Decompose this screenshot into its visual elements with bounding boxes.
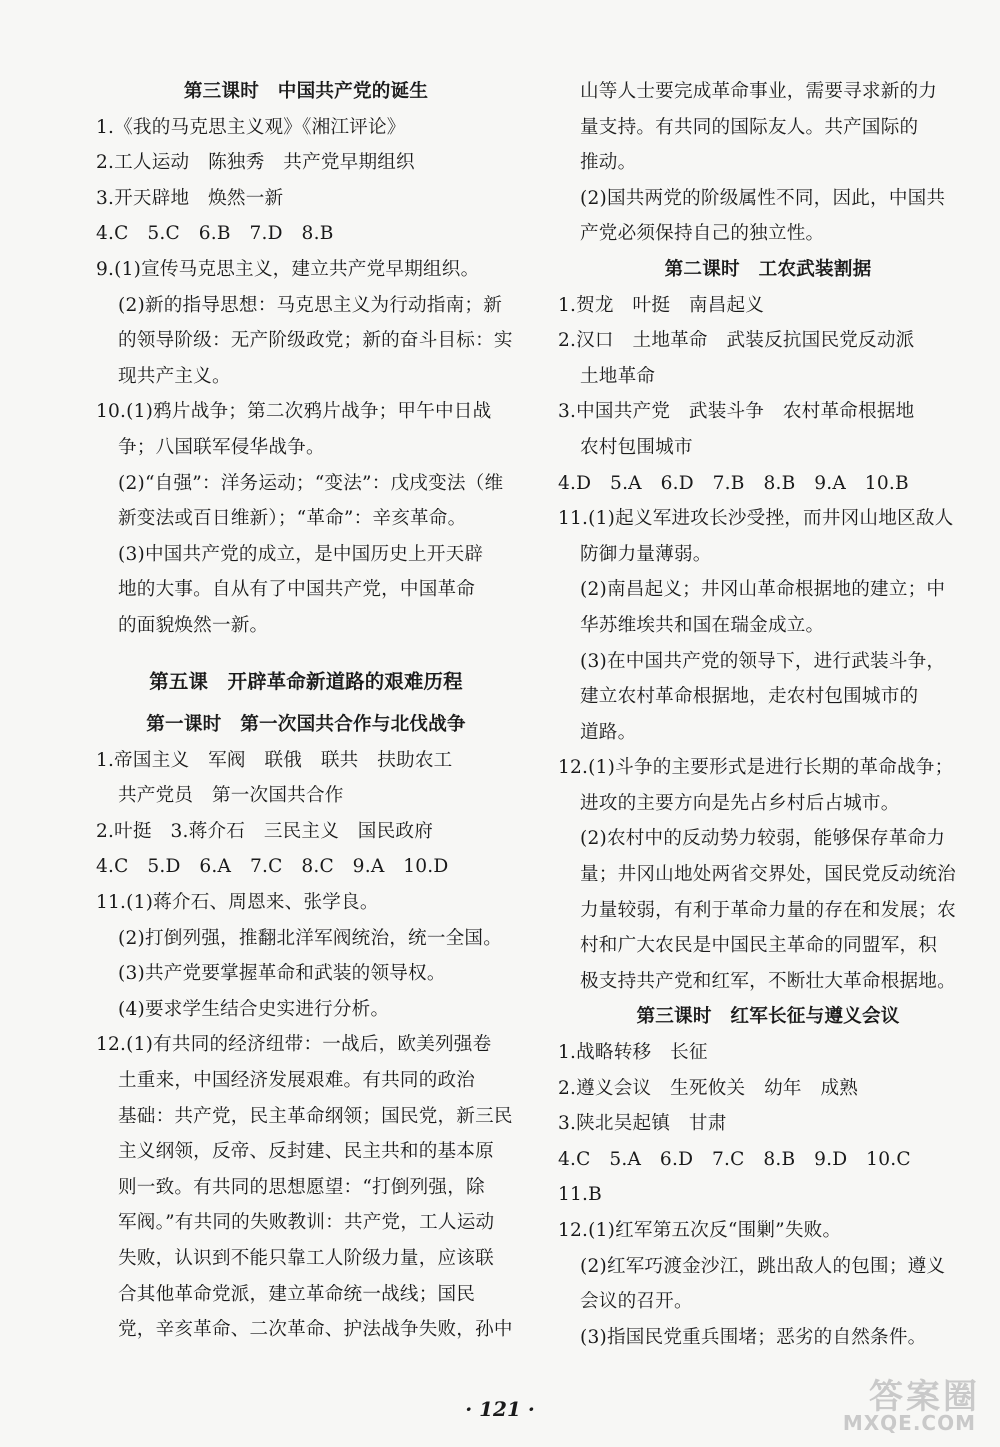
- answer-line: 2.工人运动 陈独秀 共产党早期组织: [96, 152, 415, 174]
- answer-line: 12.(1)红军第五次反“围剿”失败。: [558, 1220, 842, 1241]
- answer-line: 2.汉口 土地革命 武装反抗国民党反动派: [558, 330, 915, 352]
- answer-line: 4.C 5.D 6.A 7.C 8.C 9.A 10.D: [96, 856, 449, 878]
- right-column: [558, 74, 978, 1355]
- answer-line: 10.(1)鸦片战争；第二次鸦片战争；甲午中日战: [96, 401, 492, 423]
- answer-line: 2.遵义会议 生死攸关 幼年 成熟: [558, 1077, 859, 1099]
- answer-line: 争；八国联军侵华战争。: [118, 436, 325, 458]
- answer-line: 力量较弱，有利于革命力量的存在和发展；农: [580, 899, 956, 921]
- answer-line: (2)国共两党的阶级属性不同，因此，中国共: [580, 187, 946, 209]
- page-number: · 121 ·: [465, 1397, 535, 1421]
- answer-line: 9.(1)宣传马克思主义，建立共产党早期组织。: [96, 258, 480, 280]
- answer-line: 1.贺龙 叶挺 南昌起义: [558, 294, 765, 316]
- answer-line: (2)打倒列强，推翻北洋军阀统治，统一全国。: [118, 927, 503, 949]
- answer-line: (3)指国民党重兵围堵；恶劣的自然条件。: [580, 1326, 927, 1348]
- answer-line: 道路。: [580, 721, 637, 743]
- answer-line: 新变法或百日维新）；“革命”：辛亥革命。: [118, 508, 467, 530]
- answer-line: 建立农村革命根据地，走农村包围城市的: [580, 686, 919, 708]
- answer-line: 4.C 5.A 6.D 7.C 8.B 9.D 10.C: [558, 1148, 911, 1170]
- section-heading: 第三课时 红军长征与遵义会议: [636, 1006, 900, 1028]
- answer-line: 会议的召开。: [580, 1291, 693, 1313]
- answer-line: 山等人士要完成革命事业，需要寻求新的力: [580, 81, 938, 102]
- answer-line: 1.战略转移 长征: [558, 1042, 708, 1064]
- answer-line: 合其他革命党派，建立革命统一战线；国民: [118, 1283, 476, 1305]
- answer-line: (3)中国共产党的成立，是中国历史上开天辟: [118, 543, 484, 565]
- section-heading: 第三课时 中国共产党的诞生: [183, 81, 429, 102]
- answer-line: (2)新的指导思想：马克思主义为行动指南；新: [118, 294, 503, 316]
- answer-line: 党，辛亥革命、二次革命、护法战争失败，孙中: [118, 1319, 513, 1341]
- answer-line: (3)共产党要掌握革命和武装的领导权。: [118, 963, 446, 985]
- answer-line: 防御力量薄弱。: [580, 543, 712, 565]
- answer-line: 11.B: [558, 1184, 603, 1206]
- answer-line: 的面貌焕然一新。: [118, 614, 269, 636]
- answer-line: 土地革命: [580, 365, 656, 387]
- answer-line: 4.C 5.C 6.B 7.D 8.B: [96, 223, 334, 245]
- answer-line: 现共产主义。: [118, 365, 231, 387]
- answer-line: 推动。: [580, 152, 637, 174]
- answer-line: 农村包围城市: [580, 436, 693, 458]
- watermark-text: 答案圈: [869, 1377, 980, 1417]
- answer-line: 基础：共产党，民主革命纲领；国民党，新三民: [118, 1105, 513, 1127]
- answer-line: 产党必须保持自己的独立性。: [580, 223, 825, 245]
- answer-line: 4.D 5.A 6.D 7.B 8.B 9.A 10.B: [558, 472, 909, 494]
- lesson-heading: 第五课 开辟革命新道路的艰难历程: [149, 669, 463, 693]
- answer-line: (2)“自强”：洋务运动；“变法”：戊戌变法（维: [118, 472, 504, 494]
- answer-line: 11.(1)蒋介石、周恩来、张学良。: [96, 892, 379, 914]
- left-column: [96, 74, 516, 1348]
- answer-line: 极支持共产党和红军，不断壮大革命根据地。: [580, 970, 956, 992]
- answer-line: (2)农村中的反动势力较弱，能够保存革命力: [580, 828, 946, 850]
- answer-line: 2.叶挺 3.蒋介石 三民主义 国民政府: [96, 820, 433, 842]
- answer-line: 1.《我的马克思主义观》《湘江评论》: [96, 116, 406, 138]
- answer-line: 12.(1)有共同的经济纽带：一战后，欧美列强卷: [96, 1034, 492, 1056]
- watermark-url: MXQE.COM: [842, 1411, 976, 1435]
- answer-line: 失败，认识到不能只靠工人阶级力量，应该联: [118, 1248, 494, 1269]
- answer-line: (2)红军巧渡金沙江，跳出敌人的包围；遵义: [580, 1255, 946, 1277]
- answer-line: 1.帝国主义 军阀 联俄 联共 扶助农工: [96, 749, 453, 771]
- answer-line: 村和广大农民是中国民主革命的同盟军，积: [580, 935, 938, 957]
- answer-line: (2)南昌起义；井冈山革命根据地的建立；中: [580, 579, 946, 601]
- answer-line: 进攻的主要方向是先占乡村后占城市。: [580, 792, 900, 814]
- answer-line: 土重来，中国经济发展艰难。有共同的政治: [118, 1070, 476, 1092]
- answer-line: 地的大事。自从有了中国共产党，中国革命: [118, 579, 476, 601]
- answer-line: 11.(1)起义军进攻长沙受挫，而井冈山地区敌人: [558, 508, 954, 530]
- answer-line: 3.陕北吴起镇 甘肃: [558, 1113, 727, 1135]
- answer-line: (4)要求学生结合史实进行分析。: [118, 998, 390, 1020]
- answer-line: 12.(1)斗争的主要形式是进行长期的革命战争；: [558, 757, 954, 779]
- answer-line: 的领导阶级：无产阶级政党；新的奋斗目标：实: [118, 330, 513, 352]
- answer-line: 量；井冈山地处两省交界处，国民党反动统治: [580, 864, 956, 886]
- answer-line: 3.中国共产党 武装斗争 农村革命根据地: [558, 401, 915, 423]
- answer-line: 军阀。”有共同的失败教训：共产党，工人运动: [118, 1212, 495, 1234]
- answer-line: 共产党员 第一次国共合作: [118, 785, 344, 807]
- answer-line: 华苏维埃共和国在瑞金成立。: [580, 614, 825, 636]
- answer-line: 3.开天辟地 焕然一新: [96, 187, 284, 209]
- answer-line: 则一致。有共同的思想愿望：“打倒列强，除: [118, 1176, 485, 1198]
- answer-line: (3)在中国共产党的领导下，进行武装斗争，: [580, 650, 946, 672]
- watermark-logo: [834, 1369, 984, 1435]
- answer-line: 量支持。有共同的国际友人。共产国际的: [580, 116, 919, 138]
- section-heading: 第一课时 第一次国共合作与北伐战争: [146, 714, 466, 736]
- answer-line: 主义纲领，反帝、反封建、民主共和的基本原: [118, 1141, 494, 1163]
- section-heading: 第二课时 工农武装割据: [664, 258, 872, 280]
